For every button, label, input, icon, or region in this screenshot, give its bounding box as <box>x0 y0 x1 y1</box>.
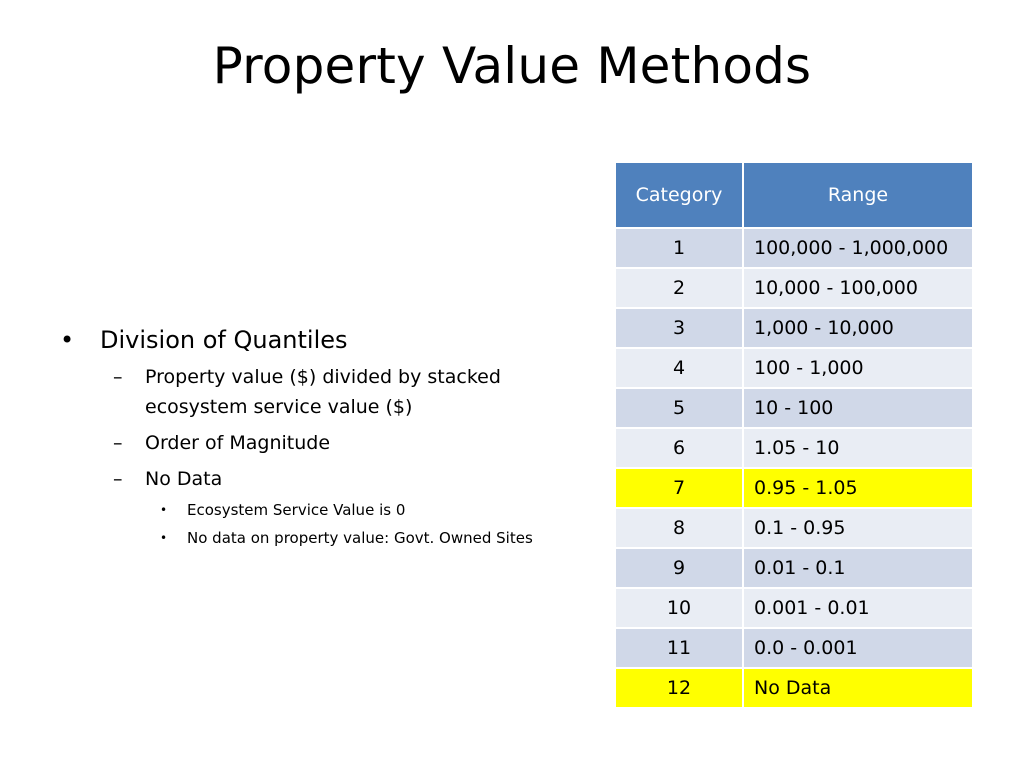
cell-category: 3 <box>615 308 743 348</box>
bullet-marker: • <box>160 503 168 517</box>
table-header-row <box>615 162 973 228</box>
bullet-text: Division of Quantiles <box>100 326 348 354</box>
sub-bullet-list <box>113 362 578 550</box>
sub-bullet-item <box>113 362 578 422</box>
sub-sub-bullet-text: Ecosystem Service Value is 0 <box>187 501 406 519</box>
cell-category: 12 <box>615 668 743 708</box>
table-row <box>615 428 973 468</box>
sub-bullet-text: Order of Magnitude <box>145 432 331 454</box>
cell-range: 0.01 - 0.1 <box>743 548 973 588</box>
cell-range: 10 - 100 <box>743 388 973 428</box>
dash-marker: – <box>113 468 123 490</box>
sub-bullet-item <box>113 464 578 494</box>
category-range-table <box>614 161 974 709</box>
table-row <box>615 468 973 508</box>
cell-category: 4 <box>615 348 743 388</box>
cell-range: 1.05 - 10 <box>743 428 973 468</box>
table-body <box>615 228 973 708</box>
cell-range: 100,000 - 1,000,000 <box>743 228 973 268</box>
sub-bullet-text: No Data <box>145 468 223 490</box>
cell-category: 8 <box>615 508 743 548</box>
cell-range: 1,000 - 10,000 <box>743 308 973 348</box>
sub-sub-bullet-list <box>160 498 578 550</box>
sub-sub-bullet-item <box>160 526 578 550</box>
sub-sub-bullet-item <box>160 498 578 522</box>
cell-range: No Data <box>743 668 973 708</box>
bullet-marker: • <box>60 326 75 354</box>
table-row <box>615 348 973 388</box>
cell-category: 2 <box>615 268 743 308</box>
table-row <box>615 628 973 668</box>
sub-bullet-text: Property value ($) divided by stacked ecosystem service value ($) <box>145 366 501 418</box>
dash-marker: – <box>113 366 123 388</box>
bullet-item-division-of-quantiles <box>58 322 578 358</box>
table-row <box>615 268 973 308</box>
header-range: Range <box>743 162 973 228</box>
table-row <box>615 228 973 268</box>
cell-category: 1 <box>615 228 743 268</box>
cell-range: 0.001 - 0.01 <box>743 588 973 628</box>
cell-range: 0.95 - 1.05 <box>743 468 973 508</box>
cell-range: 10,000 - 100,000 <box>743 268 973 308</box>
sub-sub-bullet-text: No data on property value: Govt. Owned Sites <box>187 529 533 547</box>
cell-range: 100 - 1,000 <box>743 348 973 388</box>
cell-category: 7 <box>615 468 743 508</box>
cell-category: 5 <box>615 388 743 428</box>
cell-category: 11 <box>615 628 743 668</box>
sub-bullet-item <box>113 428 578 458</box>
cell-range: 0.1 - 0.95 <box>743 508 973 548</box>
cell-category: 10 <box>615 588 743 628</box>
bullet-marker: • <box>160 531 168 545</box>
cell-category: 6 <box>615 428 743 468</box>
header-category: Category <box>615 162 743 228</box>
table-row <box>615 388 973 428</box>
bullet-list <box>58 322 578 554</box>
table-row <box>615 308 973 348</box>
slide-title: Property Value Methods <box>212 37 812 95</box>
dash-marker: – <box>113 432 123 454</box>
table-row <box>615 508 973 548</box>
table-row <box>615 588 973 628</box>
cell-range: 0.0 - 0.001 <box>743 628 973 668</box>
table-row <box>615 668 973 708</box>
cell-category: 9 <box>615 548 743 588</box>
table-row <box>615 548 973 588</box>
